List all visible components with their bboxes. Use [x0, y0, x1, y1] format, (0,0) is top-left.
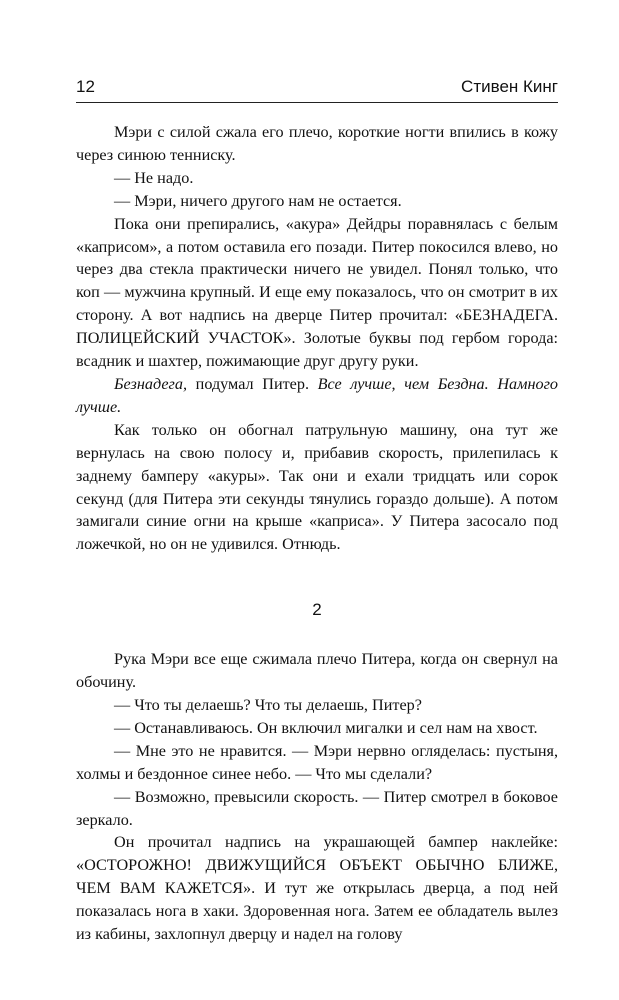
dialogue-line: — Мэри, ничего другого нам не остается. [114, 191, 402, 210]
italic-text: Все лучше, чем Бездна. Намного лучше. [76, 374, 558, 416]
dialogue-line: — Не надо. [114, 168, 194, 187]
paragraph: Как только он обогнал патрульную машину, она тут же вернулась на свою полосу и, прибавив скорость, прилепилась к заднему бамперу «акуры». Так они и ехали тридцать или сорок секунд (для Питера эти секунды тянулись гораздо дольше). А потом замигали синие огни на крыше «каприса». У Питера засосало под ложечкой, но он не удивился. Отнюдь. [76, 420, 558, 554]
book-page [76, 76, 558, 946]
dialogue-line: — Мне это не нравится. — Мэри нервно огляделась: пустыня, холмы и бездонное синее небо. — Что мы сделали? [76, 741, 558, 783]
page-number: 12 [76, 77, 95, 96]
paragraph: Рука Мэри все еще сжимала плечо Питера, когда он свернул на обочину. [76, 650, 558, 692]
paragraph: Мэри с силой сжала его плечо, короткие ногти впились в кожу через синюю тенниску. [76, 123, 558, 164]
plain-text: подумал Питер. [187, 374, 318, 393]
paragraph-italic-thought [76, 373, 558, 419]
running-title-author: Стивен Кинг [461, 77, 558, 96]
dialogue-line: — Что ты делаешь? Что ты делаешь, Питер? [114, 696, 422, 715]
running-head [76, 76, 558, 103]
italic-text: Безнадега, [114, 374, 187, 393]
chapter-number: 2 [312, 600, 322, 620]
dialogue-line: — Возможно, превысили скорость. — Питер смотрел в боковое зеркало. [76, 787, 558, 829]
dialogue-line: — Останавливаюсь. Он включил мигалки и сел нам на хвост. [114, 718, 538, 737]
body-text [76, 121, 558, 946]
paragraph: Пока они препирались, «акура» Дейдры поравнялась с белым «каприсом», а потом оставила его позади. Питер покосился влево, но через два стекла практически ничего не увидел. Понял только, что коп — мужчина крупный. И еще ему показалось, что он смотрит в их сторону. А вот надпись на дверце Питер прочитал: «БЕЗНАДЕГА. ПОЛИЦЕЙСКИЙ УЧАСТОК». Золотые буквы под гербом города: всадник и шахтер, пожимающие друг другу руки. [76, 214, 558, 371]
paragraph: Он прочитал надпись на украшающей бампер наклейке: «ОСТОРОЖНО! ДВИЖУЩИЙСЯ ОБЪЕКТ ОБЫЧНО БЛИЖЕ, ЧЕМ ВАМ КАЖЕТСЯ». И тут же открылась дверца, а под ней показалась нога в хаки. Здоровенная нога. Затем ее обладатель вылез из кабины, захлопнул дверцу и надел на голову [76, 833, 558, 944]
